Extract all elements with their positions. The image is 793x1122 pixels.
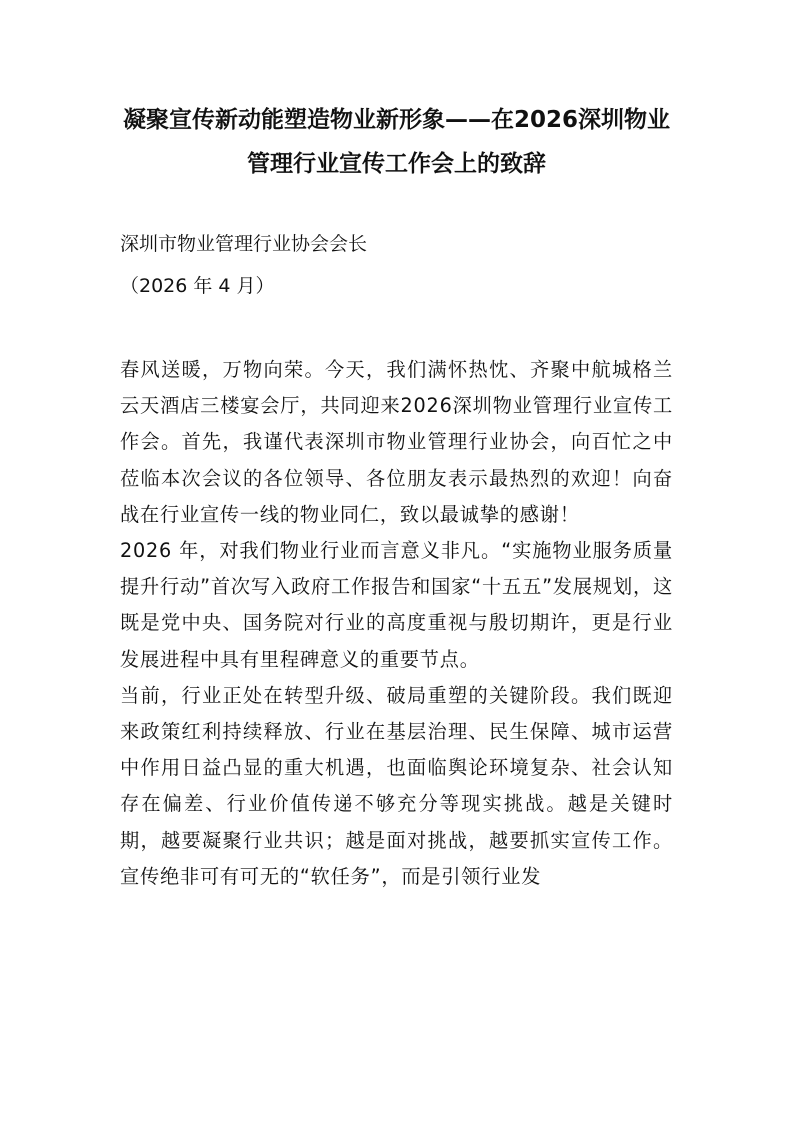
- document-body: [120, 352, 673, 895]
- paragraph: 春风送暖，万物向荣。今天，我们满怀热忱、齐聚中航城格兰云天酒店三楼宴会厅，共同迎来2026深圳物业管理行业宣传工作会。首先，我谨代表深圳市物业管理行业协会，向百忙之中莅临本次会议的各位领导、各位朋友表示最热烈的欢迎！向奋战在行业宣传一线的物业同仁，致以最诚挚的感谢！: [120, 358, 673, 526]
- author-line: 深圳市物业管理行业协会会长: [120, 233, 368, 255]
- paragraph: 2026 年，对我们物业行业而言意义非凡。“实施物业服务质量提升行动”首次写入政府工作报告和国家“十五五”发展规划，这既是党中央、国务院对行业的高度重视与殷切期许，更是行业发展进程中具有里程碑意义的重要节点。: [120, 539, 673, 671]
- date-line: （2026 年 4 月）: [120, 275, 275, 297]
- document-title: 凝聚宣传新动能塑造物业新形象——在2026深圳物业管理行业宣传工作会上的致辞: [122, 107, 670, 177]
- paragraph: 当前，行业正处在转型升级、破局重塑的关键阶段。我们既迎来政策红利持续释放、行业在基层治理、民生保障、城市运营中作用日益凸显的重大机遇，也面临舆论环境复杂、社会认知存在偏差、行业价值传递不够充分等现实挑战。越是关键时期，越要凝聚行业共识；越是面对挑战，越要抓实宣传工作。宣传绝非可有可无的“软任务”，而是引领行业发: [120, 683, 673, 888]
